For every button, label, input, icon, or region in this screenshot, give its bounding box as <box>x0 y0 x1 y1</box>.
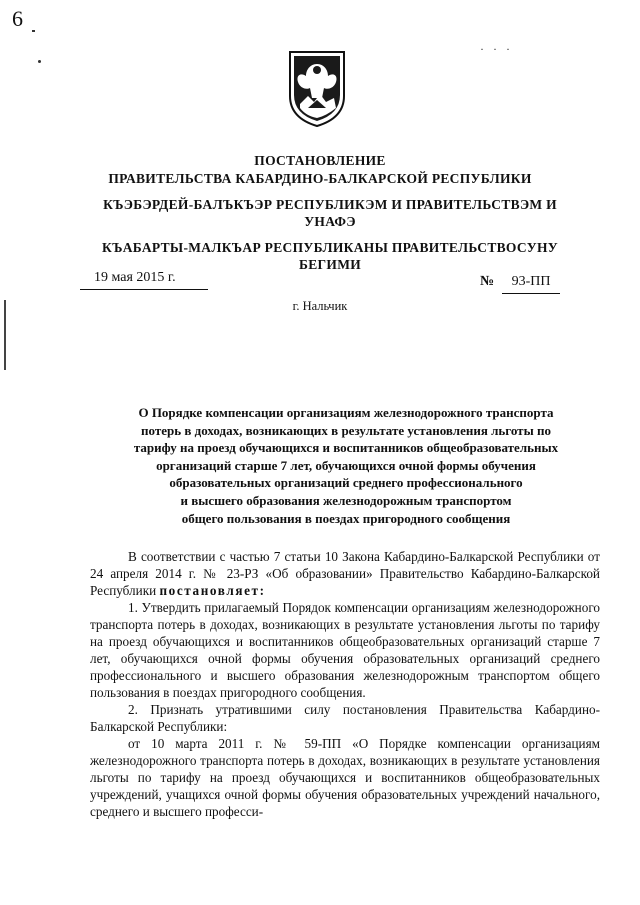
decree-body <box>90 548 600 820</box>
title-line: организаций старше 7 лет, обучающихся очной формы обучения <box>156 457 536 473</box>
title-line: О Порядке компенсации организациям железнодорожного транспорта <box>138 405 554 420</box>
title-line: и высшего образования железнодорожным транспортом <box>180 492 512 508</box>
preamble-paragraph <box>90 548 600 599</box>
decree-type-heading: ПОСТАНОВЛЕНИЕ <box>254 153 386 168</box>
preamble-text: В соответствии с частью 7 статьи 10 Закона Кабардино-Балкарской Республики от 24 апреля 2014 г. № 23-РЗ «Об образовании» Правительство Кабардино-Балкарской Республики <box>90 549 600 598</box>
page-number: 6 <box>12 6 23 31</box>
title-line: общего пользования в поездах пригородного сообщения <box>181 510 511 526</box>
government-name-russian: ПРАВИТЕЛЬСТВА КАБАРДИНО-БАЛКАРСКОЙ РЕСПУБЛИКИ <box>108 171 532 186</box>
scan-dot <box>38 60 41 63</box>
title-line: тарифу на проезд обучающихся и воспитанников общеобразовательных <box>133 440 559 456</box>
clause-1-paragraph: 1. Утвердить прилагаемый Порядок компенсации организациям железнодорожного транспорта потерь в доходах, возникающих в результате установления льготы по тарифу на проезд обучающихся и воспитанников общеобразовательных организаций старше 7 лет, обучающихся очной формы обучения образовательных организаций среднего профессионального и высшего образования железнодорожным транспортом общего пользования в поездах пригородного сообщения. <box>90 600 600 700</box>
title-line: потерь в доходах, возникающих в результате установления льготы по <box>141 422 551 438</box>
title-line: образовательных организаций среднего профессионального <box>169 475 523 491</box>
decree-date: 19 мая 2015 г. <box>80 270 208 290</box>
clause-2-paragraph: 2. Признать утратившими силу постановления Правительства Кабардино-Балкарской Республики: <box>90 702 600 734</box>
coat-of-arms-emblem <box>286 46 348 128</box>
number-sign: № <box>480 274 495 289</box>
decrees-keyword: постановляет: <box>159 583 266 598</box>
city-name: г. Нальчик <box>292 299 348 313</box>
government-name-balkar: КЪАБАРТЫ-МАЛКЪАР РЕСПУБЛИКАНЫ ПРАВИТЕЛЬСТВОСУНУ БЕГИМИ <box>102 240 558 272</box>
government-name-kabardian: КЪЭБЭРДЕЙ-БАЛЪКЪЭР РЕСПУБЛИКЭМ И ПРАВИТЕЛЬСТВЭМ И УНАФЭ <box>103 197 557 229</box>
decree-number: 93-ПП <box>502 274 560 294</box>
decree-title <box>96 404 596 527</box>
scan-mark <box>32 30 35 32</box>
repealed-act-paragraph: от 10 марта 2011 г. № 59-ПП «О Порядке компенсации организациям железнодорожного транспорта потерь в доходах, возникающих в результате установления льготы по тарифу на проезд обучающихся и воспитанников общеобразовательных учреждений, учащихся очной формы обучения образовательных учреждений начального, среднего и высшего професси- <box>90 736 600 819</box>
decree-number-block <box>480 274 560 294</box>
scan-speck: · · · <box>480 42 513 56</box>
